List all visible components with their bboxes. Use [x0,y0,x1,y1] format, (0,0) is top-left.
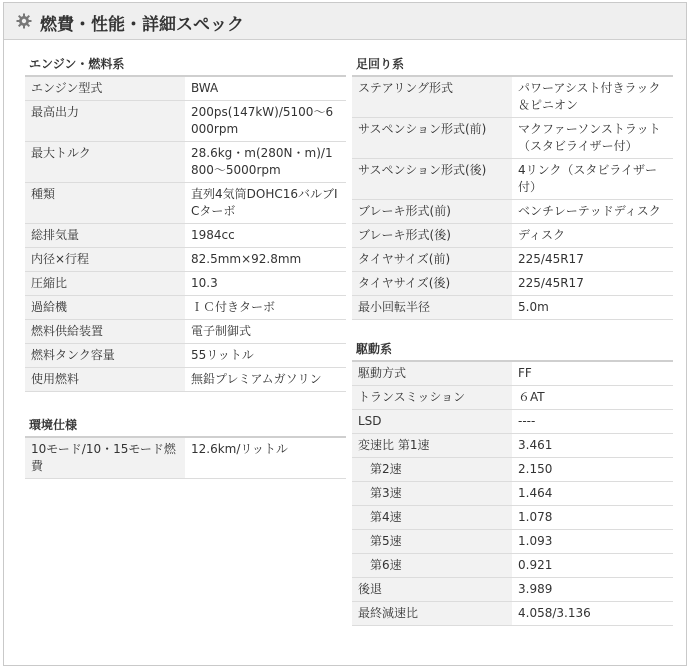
spec-label: タイヤサイズ(後) [352,272,512,295]
section-title-chassis: 足回り系 [352,53,673,77]
drivetrain-table [352,362,673,626]
spec-value: 4.058/3.136 [518,606,591,620]
spec-label: 最終減速比 [352,602,512,625]
table-row [352,296,673,320]
spec-value: 3.989 [518,582,553,596]
table-row [25,142,346,183]
spec-value: FF [518,366,532,380]
spec-value: 1.093 [518,534,553,548]
spec-value: 電子制御式 [191,324,252,338]
spec-label: 種類 [25,183,185,223]
table-row [352,554,673,578]
panel-title: 燃費・性能・詳細スペック [40,15,244,35]
table-row [25,296,346,320]
spec-label: 使用燃料 [25,368,185,391]
spec-value: 4リンク（スタビライザー付） [518,163,658,194]
spec-value: パワーアシスト付きラック＆ピニオン [518,81,661,112]
spec-label: タイヤサイズ(前) [352,248,512,271]
table-row [25,77,346,101]
spec-value: ６AT [518,390,545,404]
table-row [352,530,673,554]
table-row [25,248,346,272]
table-row [352,482,673,506]
spec-value: 10.3 [191,276,218,290]
table-row [352,458,673,482]
table-row [352,578,673,602]
table-row [352,224,673,248]
spec-label: 第4速 [352,506,512,529]
spec-label: 10モード/10・15モード燃費 [25,438,185,478]
spec-value: 直列4気筒DOHC16バルブICターボ [191,187,338,218]
spec-value: 3.461 [518,438,553,452]
spec-label: 最大トルク [25,142,185,182]
table-row [352,386,673,410]
spec-label: エンジン型式 [25,77,185,100]
engine-table [25,77,346,392]
spec-value: 200ps(147kW)/5100～6000rpm [191,105,334,136]
spec-label: 総排気量 [25,224,185,247]
table-row [25,183,346,224]
spec-label: 変速比 第1速 [352,434,512,457]
spec-label: 第5速 [352,530,512,553]
spec-value: ＩＣ付きターボ [191,300,276,314]
spec-label: サスペンション形式(後) [352,159,512,199]
spec-value: 1.078 [518,510,553,524]
chassis-table [352,77,673,320]
environment-table [25,438,346,479]
spec-value: 82.5mm×92.8mm [191,252,302,266]
spec-label: ブレーキ形式(前) [352,200,512,223]
section-title-drivetrain: 駆動系 [352,338,673,362]
spec-label: 第2速 [352,458,512,481]
spec-value: ベンチレーテッドディスク [518,204,661,218]
spec-label: 第6速 [352,554,512,577]
table-row [352,159,673,200]
spec-value: ---- [518,414,536,428]
panel-header [4,3,686,40]
spec-label: 圧縮比 [25,272,185,295]
spec-label: 燃料タンク容量 [25,344,185,367]
left-column [25,53,346,479]
table-row [352,77,673,118]
section-spacer [352,320,673,338]
table-row [352,362,673,386]
spec-value: 225/45R17 [518,276,584,290]
section-title-engine: エンジン・燃料系 [25,53,346,77]
spec-label: LSD [352,410,512,433]
table-row [25,368,346,392]
spec-label: 後退 [352,578,512,601]
spec-label: 燃料供給装置 [25,320,185,343]
spec-label: 最小回転半径 [352,296,512,319]
table-row [352,200,673,224]
section-spacer [25,392,346,414]
spec-label: 第3速 [352,482,512,505]
spec-value: マクファーソンストラット（スタビライザー付） [518,122,661,153]
table-row [352,272,673,296]
spec-value: 55リットル [191,348,254,362]
spec-value: 225/45R17 [518,252,584,266]
spec-value: 無鉛プレミアムガソリン [191,372,322,386]
table-row [352,118,673,159]
spec-panel [3,2,687,666]
spec-label: 過給機 [25,296,185,319]
spec-value: 28.6kg・m(280N・m)/1800～5000rpm [191,146,333,177]
spec-value: 2.150 [518,462,553,476]
table-row [25,320,346,344]
spec-value: 1.464 [518,486,553,500]
table-row [352,248,673,272]
spec-value: BWA [191,81,219,95]
table-row [25,224,346,248]
section-title-environment: 環境仕様 [25,414,346,438]
gear-icon [16,13,32,29]
table-row [352,410,673,434]
spec-value: 5.0m [518,300,549,314]
spec-value: 0.921 [518,558,553,572]
spec-label: 内径×行程 [25,248,185,271]
spec-label: ステアリング形式 [352,77,512,117]
table-row [352,434,673,458]
table-row [25,101,346,142]
spec-label: トランスミッション [352,386,512,409]
table-row [352,506,673,530]
right-column [352,53,673,626]
table-row [25,272,346,296]
spec-label: ブレーキ形式(後) [352,224,512,247]
table-row [25,438,346,479]
spec-label: サスペンション形式(前) [352,118,512,158]
spec-value: 12.6km/リットル [191,442,288,456]
spec-value: ディスク [518,228,566,242]
spec-value: 1984cc [191,228,235,242]
table-row [25,344,346,368]
spec-label: 最高出力 [25,101,185,141]
spec-label: 駆動方式 [352,362,512,385]
table-row [352,602,673,626]
